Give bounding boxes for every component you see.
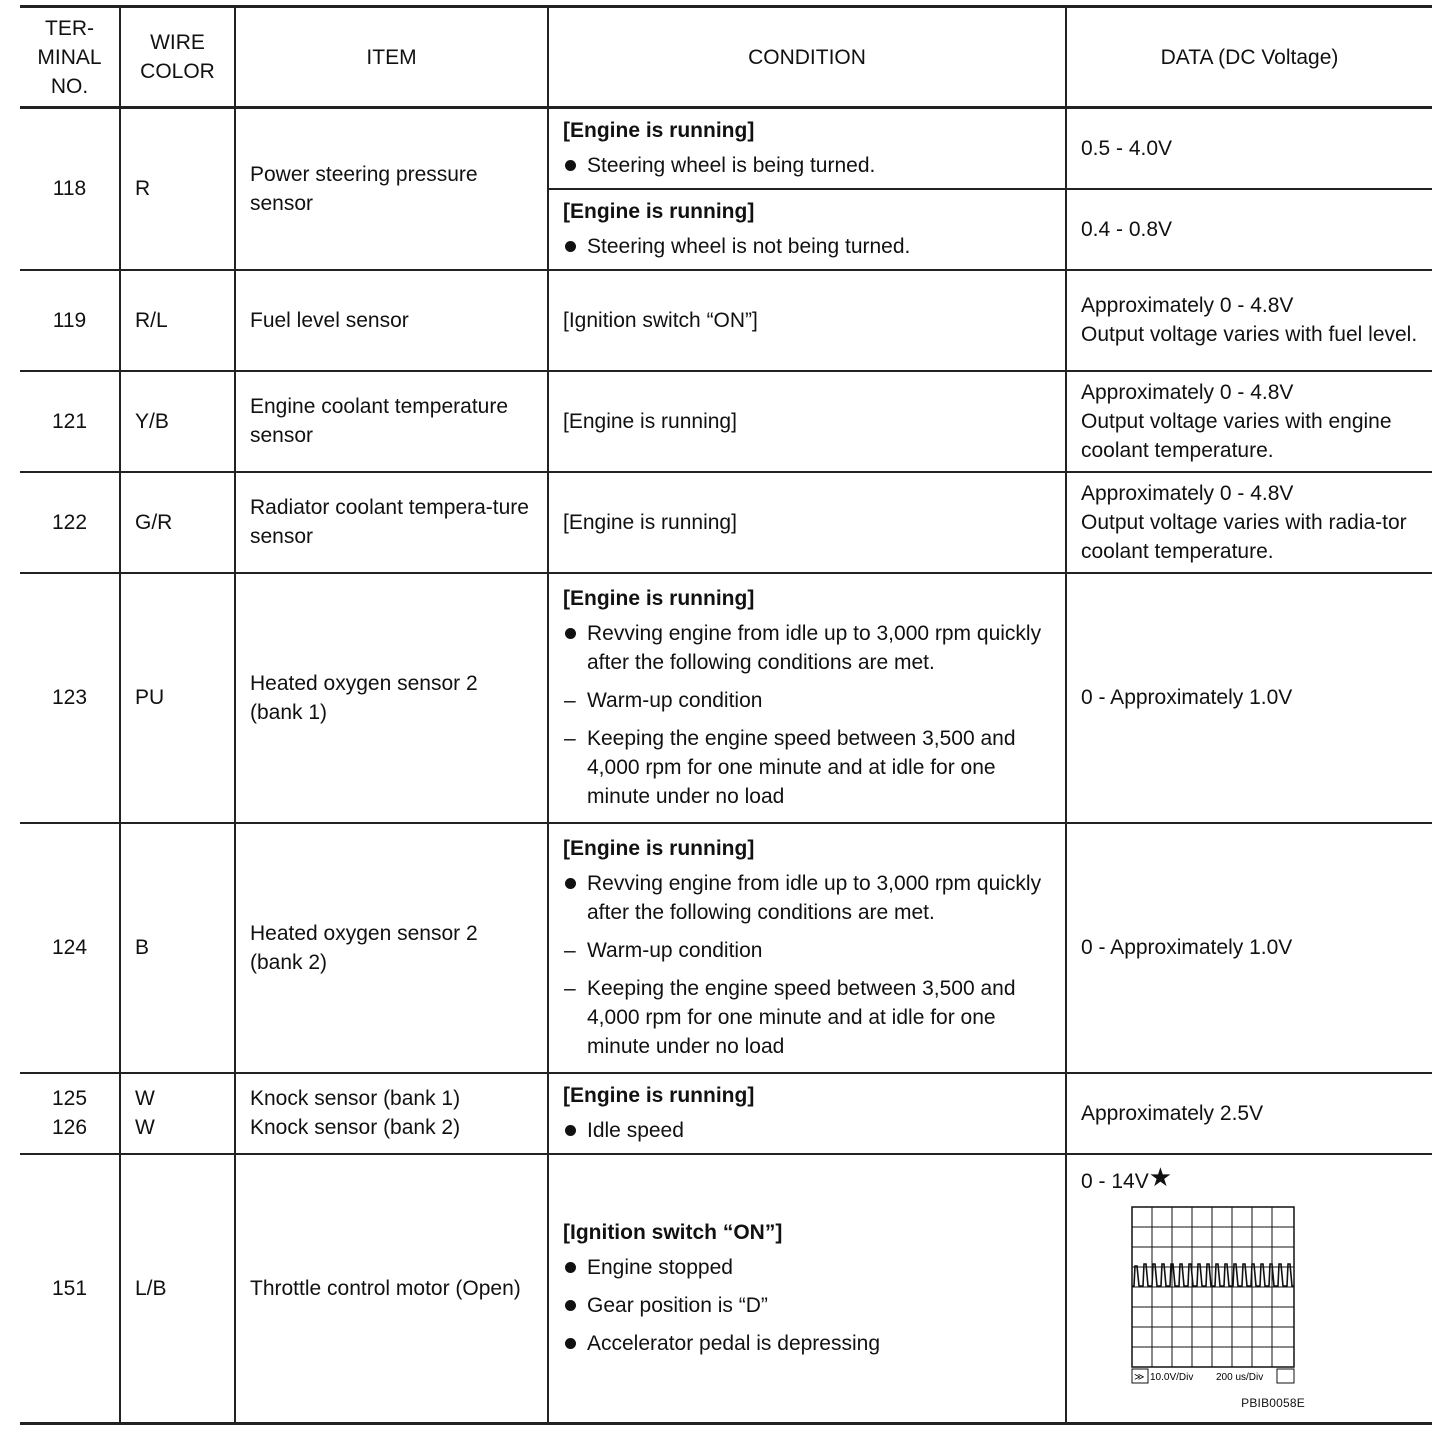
header-row (20, 7, 1432, 108)
condition-heading: [Engine is running] (563, 587, 755, 610)
condition-subitem: – Warm-up condition (563, 686, 1051, 715)
figure-id: PBIB0058E (1241, 1395, 1305, 1410)
data-value: Approximately 0 - 4.8V (1081, 380, 1294, 404)
wire-color: G/R (120, 472, 235, 573)
scope-arrow-icon: ≫ (1134, 1371, 1145, 1383)
terminal-number: 122 (20, 472, 120, 573)
data-cell (1066, 270, 1432, 371)
data-note: Output voltage varies with radia-tor coolant temperature. (1081, 510, 1407, 563)
condition-bullet: Idle speed (563, 1116, 1051, 1145)
condition-cell (548, 823, 1066, 1073)
header-terminal: TER- MINAL NO. (20, 7, 120, 108)
terminal-number: 151 (20, 1154, 120, 1424)
scope-volt-div: 10.0V/Div (1150, 1371, 1194, 1383)
data-value: 0 - Approximately 1.0V (1066, 573, 1432, 823)
data-value: Approximately 0 - 4.8V (1081, 294, 1294, 317)
condition-cell (548, 1154, 1066, 1424)
condition-heading: [Engine is running] (563, 837, 755, 860)
data-note: Output voltage varies with engine coolant temperature. (1081, 409, 1392, 462)
condition-subitem: – Keeping the engine speed between 3,500 and 4,000 rpm for one minute and at idle for one minute under no load (563, 724, 1051, 811)
condition-bullet: Steering wheel is not being turned. (563, 232, 1051, 261)
table-row (20, 1154, 1432, 1424)
data-value: 0.4 - 0.8V (1066, 189, 1432, 270)
item-name: Fuel level sensor (235, 270, 548, 371)
table-row (20, 1073, 1432, 1154)
header-data: DATA (DC Voltage) (1066, 7, 1432, 108)
data-value: 0 - 14V★ (1081, 1161, 1173, 1193)
data-cell (1066, 1154, 1432, 1424)
header-condition: CONDITION (548, 7, 1066, 108)
item-name: Engine coolant temperature sensor (235, 371, 548, 472)
condition-cell (548, 573, 1066, 823)
data-value: 0.5 - 4.0V (1066, 108, 1432, 189)
condition-subitem: – Keeping the engine speed between 3,500 and 4,000 rpm for one minute and at idle for one minute under no load (563, 974, 1051, 1061)
condition-bullet: Revving engine from idle up to 3,000 rpm quickly after the following conditions are met. (563, 869, 1051, 927)
item-name: Radiator coolant tempera-ture sensor (235, 472, 548, 573)
oscilloscope-grid (1131, 1206, 1295, 1386)
header-item: ITEM (235, 7, 548, 108)
table-row (20, 823, 1432, 1073)
data-cell (1066, 371, 1432, 472)
table-row (20, 573, 1432, 823)
condition-heading: [Engine is running] (563, 119, 755, 143)
condition-heading: [Ignition switch “ON”] (548, 270, 1066, 371)
table-row (20, 472, 1432, 573)
data-value: 0 - Approximately 1.0V (1066, 823, 1432, 1073)
ecm-terminal-table (20, 5, 1432, 1425)
condition-bullet: Revving engine from idle up to 3,000 rpm quickly after the following conditions are met. (563, 619, 1051, 677)
condition-heading: [Engine is running] (548, 472, 1066, 573)
terminal-number: 125 126 (20, 1073, 120, 1154)
condition-bullet: Gear position is “D” (563, 1291, 1051, 1320)
condition-cell (548, 189, 1066, 270)
terminal-number: 119 (20, 270, 120, 371)
condition-cell (548, 1073, 1066, 1154)
data-value: Approximately 2.5V (1066, 1073, 1432, 1154)
condition-bullet: Steering wheel is being turned. (563, 151, 1051, 180)
data-value: Approximately 0 - 4.8V (1081, 481, 1294, 505)
data-cell (1066, 472, 1432, 573)
item-name: Knock sensor (bank 1) Knock sensor (bank 2) (235, 1073, 548, 1154)
wire-color: R (120, 108, 235, 270)
wire-color: R/L (120, 270, 235, 371)
condition-bullet: Engine stopped (563, 1253, 1051, 1282)
header-wire-color: WIRE COLOR (120, 7, 235, 108)
scope-time-div: 200 us/Div (1216, 1371, 1264, 1383)
wire-color: B (120, 823, 235, 1073)
terminal-number: 121 (20, 371, 120, 472)
condition-cell (548, 108, 1066, 189)
table-row (20, 270, 1432, 371)
item-name: Heated oxygen sensor 2 (bank 2) (235, 823, 548, 1073)
condition-heading: [Ignition switch “ON”] (563, 1221, 783, 1245)
item-name: Heated oxygen sensor 2 (bank 1) (235, 573, 548, 823)
wire-color: W W (120, 1073, 235, 1154)
wire-color: L/B (120, 1154, 235, 1424)
wire-color: PU (120, 573, 235, 823)
table-row (20, 371, 1432, 472)
terminal-number: 123 (20, 573, 120, 823)
condition-heading: [Engine is running] (563, 1084, 755, 1107)
condition-heading: [Engine is running] (563, 200, 755, 223)
item-name: Power steering pressure sensor (235, 108, 548, 270)
oscilloscope-figure (1131, 1206, 1305, 1410)
wire-color: Y/B (120, 371, 235, 472)
star-icon: ★ (1148, 1161, 1173, 1192)
data-note: Output voltage varies with fuel level. (1081, 323, 1418, 346)
condition-subitem: – Warm-up condition (563, 936, 1051, 965)
terminal-number: 124 (20, 823, 120, 1073)
table-row (20, 108, 1432, 189)
condition-bullet: Accelerator pedal is depressing (563, 1329, 1051, 1358)
terminal-number: 118 (20, 108, 120, 270)
condition-heading: [Engine is running] (548, 371, 1066, 472)
item-name: Throttle control motor (Open) (235, 1154, 548, 1424)
